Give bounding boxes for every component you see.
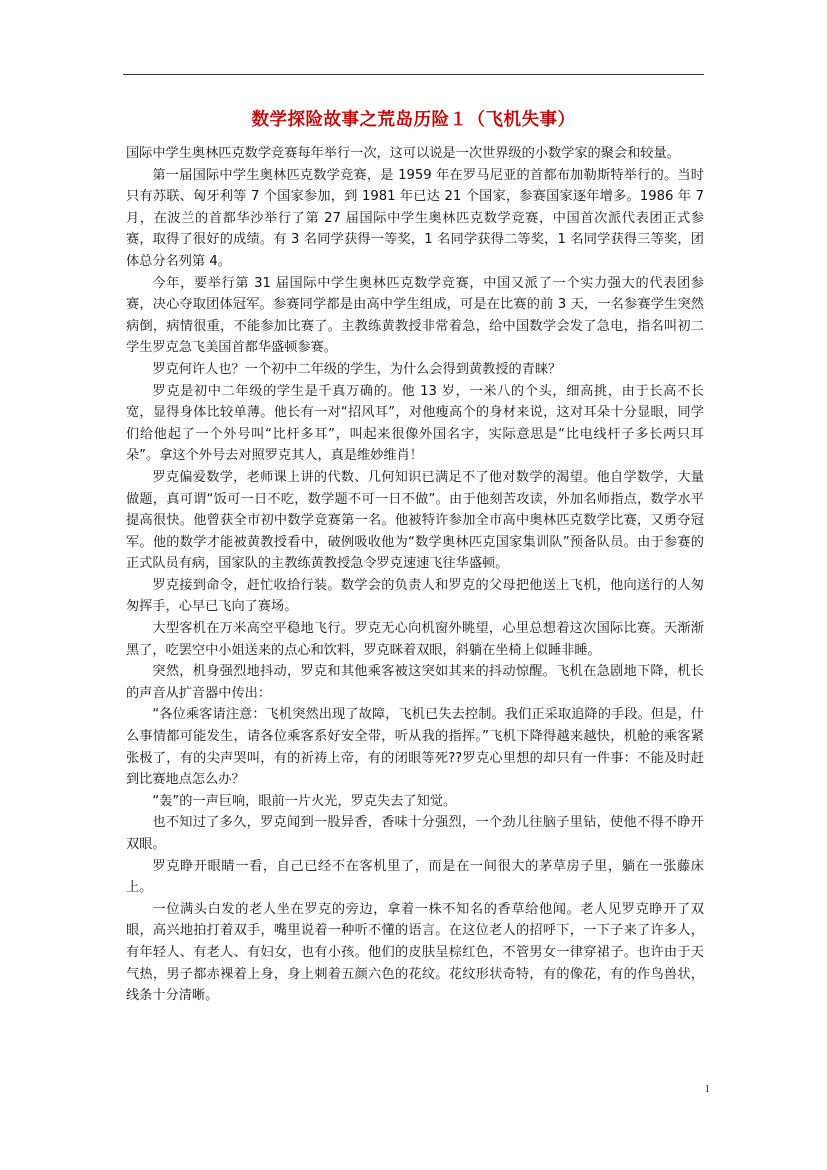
paragraph: 罗克睁开眼睛一看，自己已经不在客机里了，而是在一间很大的茅草房子里，躺在一张藤床上。 [126,858,704,896]
paragraph: “各位乘客请注意：飞机突然出现了故障，飞机已失去控制。我们正采取追降的手段。但是，什么事情都可能发生，请各位乘客系好安全带，听从我的指挥。”飞机下降得越来越快，机舱的乘客紧张极了，有的尖声哭叫，有的祈祷上帝，有的闭眼等死??罗克心里想的却只有一件事：不能及时赶到比赛地点怎么办？ [126,707,704,788]
paragraph: 罗克何许人也？一个初中二年级的学生，为什么会得到黄教授的青睐？ [152,361,562,377]
header-rule [123,74,704,75]
document-body [126,143,704,1007]
paragraph: 第一届国际中学生奥林匹克数学竞赛，是 1959 年在罗马尼亚的首都布加勒斯特举行的。当时只有苏联、匈牙利等 7 个国家参加，到 1981 年已达 21 个国家，参赛国家逐年增多。1986 年 7 月，在波兰的首都华沙举行了第 27 届国际中学生奥林匹克数学竞赛，中国首次派代表团正式参赛，取得了很好的成绩。有 3 名同学获得一等奖，1 名同学获得二等奖，1 名同学获得三等奖，团体总分名列第 4。 [126,167,704,269]
paragraph: 也不知过了多久，罗克闻到一股异香，香味十分强烈，一个劲儿往脑子里钻，使他不得不睁开双眼。 [126,815,704,852]
document-title: 数学探险故事之荒岛历险１（飞机失事） [251,110,576,130]
paragraph: 大型客机在万米高空平稳地飞行。罗克无心向机窗外眺望，心里总想着这次国际比赛。天渐渐黑了，吃罢空中小姐送来的点心和饮料，罗克眯着双眼，斜躺在坐椅上似睡非睡。 [126,621,704,658]
paragraph: 罗克是初中二年级的学生是千真万确的。他 13 岁，一米八的个头，细高挑，由于长高不长宽，显得身体比较单薄。他长有一对“招风耳”，对他瘦高个的身材来说，这对耳朵十分显眼，同学们给他起了一个外号叫“比杆多耳”，叫起来很像外国名字，实际意思是“比电线杆子多长两只耳朵”。拿这个外号去对照罗克其人，真是维妙维肖！ [126,383,704,464]
paragraph: 国际中学生奥林匹克数学竞赛每年举行一次，这可以说是一次世界级的小数学家的聚会和较量。 [126,146,680,161]
paragraph: 罗克偏爱数学，老师课上讲的代数、几何知识已满足不了他对数学的渴望。他自学数学，大量做题，真可谓“饭可一日不吃，数学题不可一日不做”。由于他刻苦攻读，外加名师指点，数学水平提高很快。他曾获全市初中数学竞赛第一名。他被特许参加全市高中奥林匹克数学比赛，又勇夺冠军。他的数学才能被黄教授看中，破例吸收他为“数学奥林匹克国家集训队”预备队员。由于参赛的正式队员有病，国家队的主教练黄教授急令罗克速速飞往华盛顿。 [126,469,704,572]
paragraph: “轰”的一声巨响，眼前一片火光，罗克失去了知觉。 [152,793,457,809]
page-number: 1 [704,1083,710,1095]
paragraph: 罗克接到命令，赶忙收拾行装。数学会的负责人和罗克的父母把他送上飞机，他向送行的人匆匆挥手，心早已飞向了赛场。 [126,577,704,615]
paragraph: 一位满头白发的老人坐在罗克的旁边，拿着一株不知名的香草给他闻。老人见罗克睁开了双眼，高兴地拍打着双手，嘴里说着一种听不懂的语言。在这位老人的招呼下，一下子来了许多人，有年轻人、有老人、有妇女，也有小孩。他们的皮肤呈棕红色，不管男女一律穿裙子。也许由于天气热，男子都赤裸着上身，身上刺着五颜六色的花纹。花纹形状奇特，有的像花，有的作鸟兽状，线条十分清晰。 [126,901,704,1004]
paragraph: 今年，要举行第 31 届国际中学生奥林匹克数学竞赛，中国又派了一个实力强大的代表团参赛，决心夺取团体冠军。参赛同学都是由高中学生组成，可是在比赛的前 3 天，一名参赛学生突然病倒，病情很重，不能参加比赛了。主教练黄教授非常着急，给中国数学会发了急电，指名叫初二学生罗克急飞美国首都华盛顿参赛。 [126,275,704,356]
paragraph: 突然，机身强烈地抖动，罗克和其他乘客被这突如其来的抖动惊醒。飞机在急剧地下降，机长的声音从扩音器中传出： [126,664,704,701]
